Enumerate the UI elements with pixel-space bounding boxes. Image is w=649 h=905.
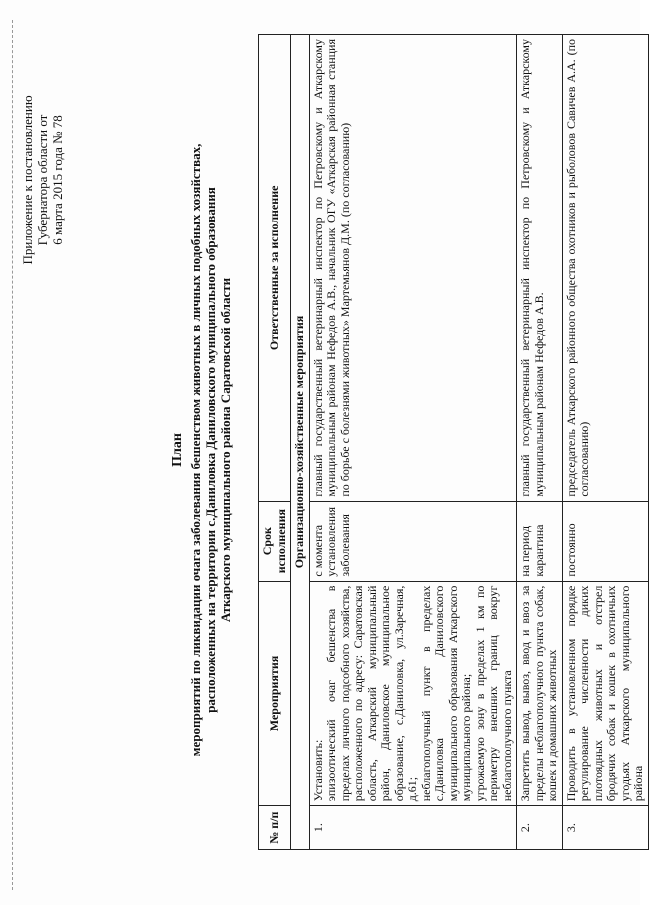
section-title: Организационно-хозяйственные мероприятия [291, 35, 310, 850]
row-action [517, 581, 563, 806]
header-responsible: Ответственные за исполнение [259, 35, 291, 502]
appendix-line-3: 6 марта 2015 года № 78 [50, 115, 65, 245]
row-action-line: неблагополучный пункт в пределах с.Даниловка Даниловского муниципального образования Аткарского муниципального района; [418, 585, 473, 802]
appendix-note [20, 30, 65, 330]
row-action-line: Запретить вывод, вывоз, ввод и ввоз за пределы неблагополучного пункта собак, кошек и домашних животных [518, 585, 559, 802]
appendix-line-1: Приложение к постановлению [20, 95, 35, 265]
row-term: постоянно [562, 501, 648, 581]
row-term: на период карантина [517, 501, 563, 581]
header-num: № п/п [259, 806, 291, 850]
plan-title [170, 20, 233, 880]
row-action [562, 581, 648, 806]
row-responsible: председатель Аткарского районного общества охотников и рыболовов Савичев А.А. (по согласованию) [562, 35, 648, 502]
row-action [309, 581, 517, 806]
appendix-line-2: Губернатора области от [35, 114, 50, 246]
row-num: 2. [517, 806, 563, 850]
row-action-line: Установить: [310, 739, 325, 802]
header-term: Срок исполнения [259, 501, 291, 581]
table-header-row [259, 35, 291, 850]
row-num: 1. [309, 806, 517, 850]
plan-heading: План [170, 433, 185, 467]
row-action-line: угрожаемую зону в пределах 1 км по периметру внешних границ вокруг неблагополучного пункта [472, 585, 514, 802]
plan-title-line-3: Аткарского муниципального района Саратовской области [218, 277, 233, 623]
row-action-line: Проводить в установленном порядке регулирование численности диких плотоядных животных и отстрел бродячих собак и кошек в охотничьих угодьях Аткарского муниципального района [563, 585, 645, 802]
row-responsible: главный государственный ветеринарный инспектор по Петровскому и Аткарскому муниципальным районам Нефедов А.В. [517, 35, 563, 502]
table-row [309, 35, 517, 850]
table-row [517, 35, 563, 850]
landscape-content [20, 20, 645, 880]
row-responsible: главный государственный ветеринарный инспектор по Петровскому и Аткарскому муниципальным районам Нефедов А.В., начальник ОГУ «Аткарская районная станция по борьбе с болезнями животных» Мартемьянов Д.М. (по согласованию) [309, 35, 517, 502]
row-term: с момента установления заболевания [309, 501, 517, 581]
row-action-line: эпизоотический очаг бешенства в пределах личного подсобного хозяйства, расположенного по адресу: Саратовская область, Аткарский муниципальный район, Даниловское муниципальное образование, с.Даниловка, ул.Заречная, д.61; [324, 585, 419, 802]
plan-title-line-1: мероприятий по ликвидации очага заболевания бешенством животных в личных подобных хозяйствах, [188, 143, 203, 757]
scan-edge-line [12, 20, 13, 890]
table-row [562, 35, 648, 850]
section-row [291, 35, 310, 850]
plan-title-line-2: расположенных на территории с.Даниловка Даниловского муниципального образования [203, 187, 218, 713]
row-num: 3. [562, 806, 648, 850]
measures-table [258, 34, 649, 850]
header-action: Мероприятия [259, 581, 291, 806]
